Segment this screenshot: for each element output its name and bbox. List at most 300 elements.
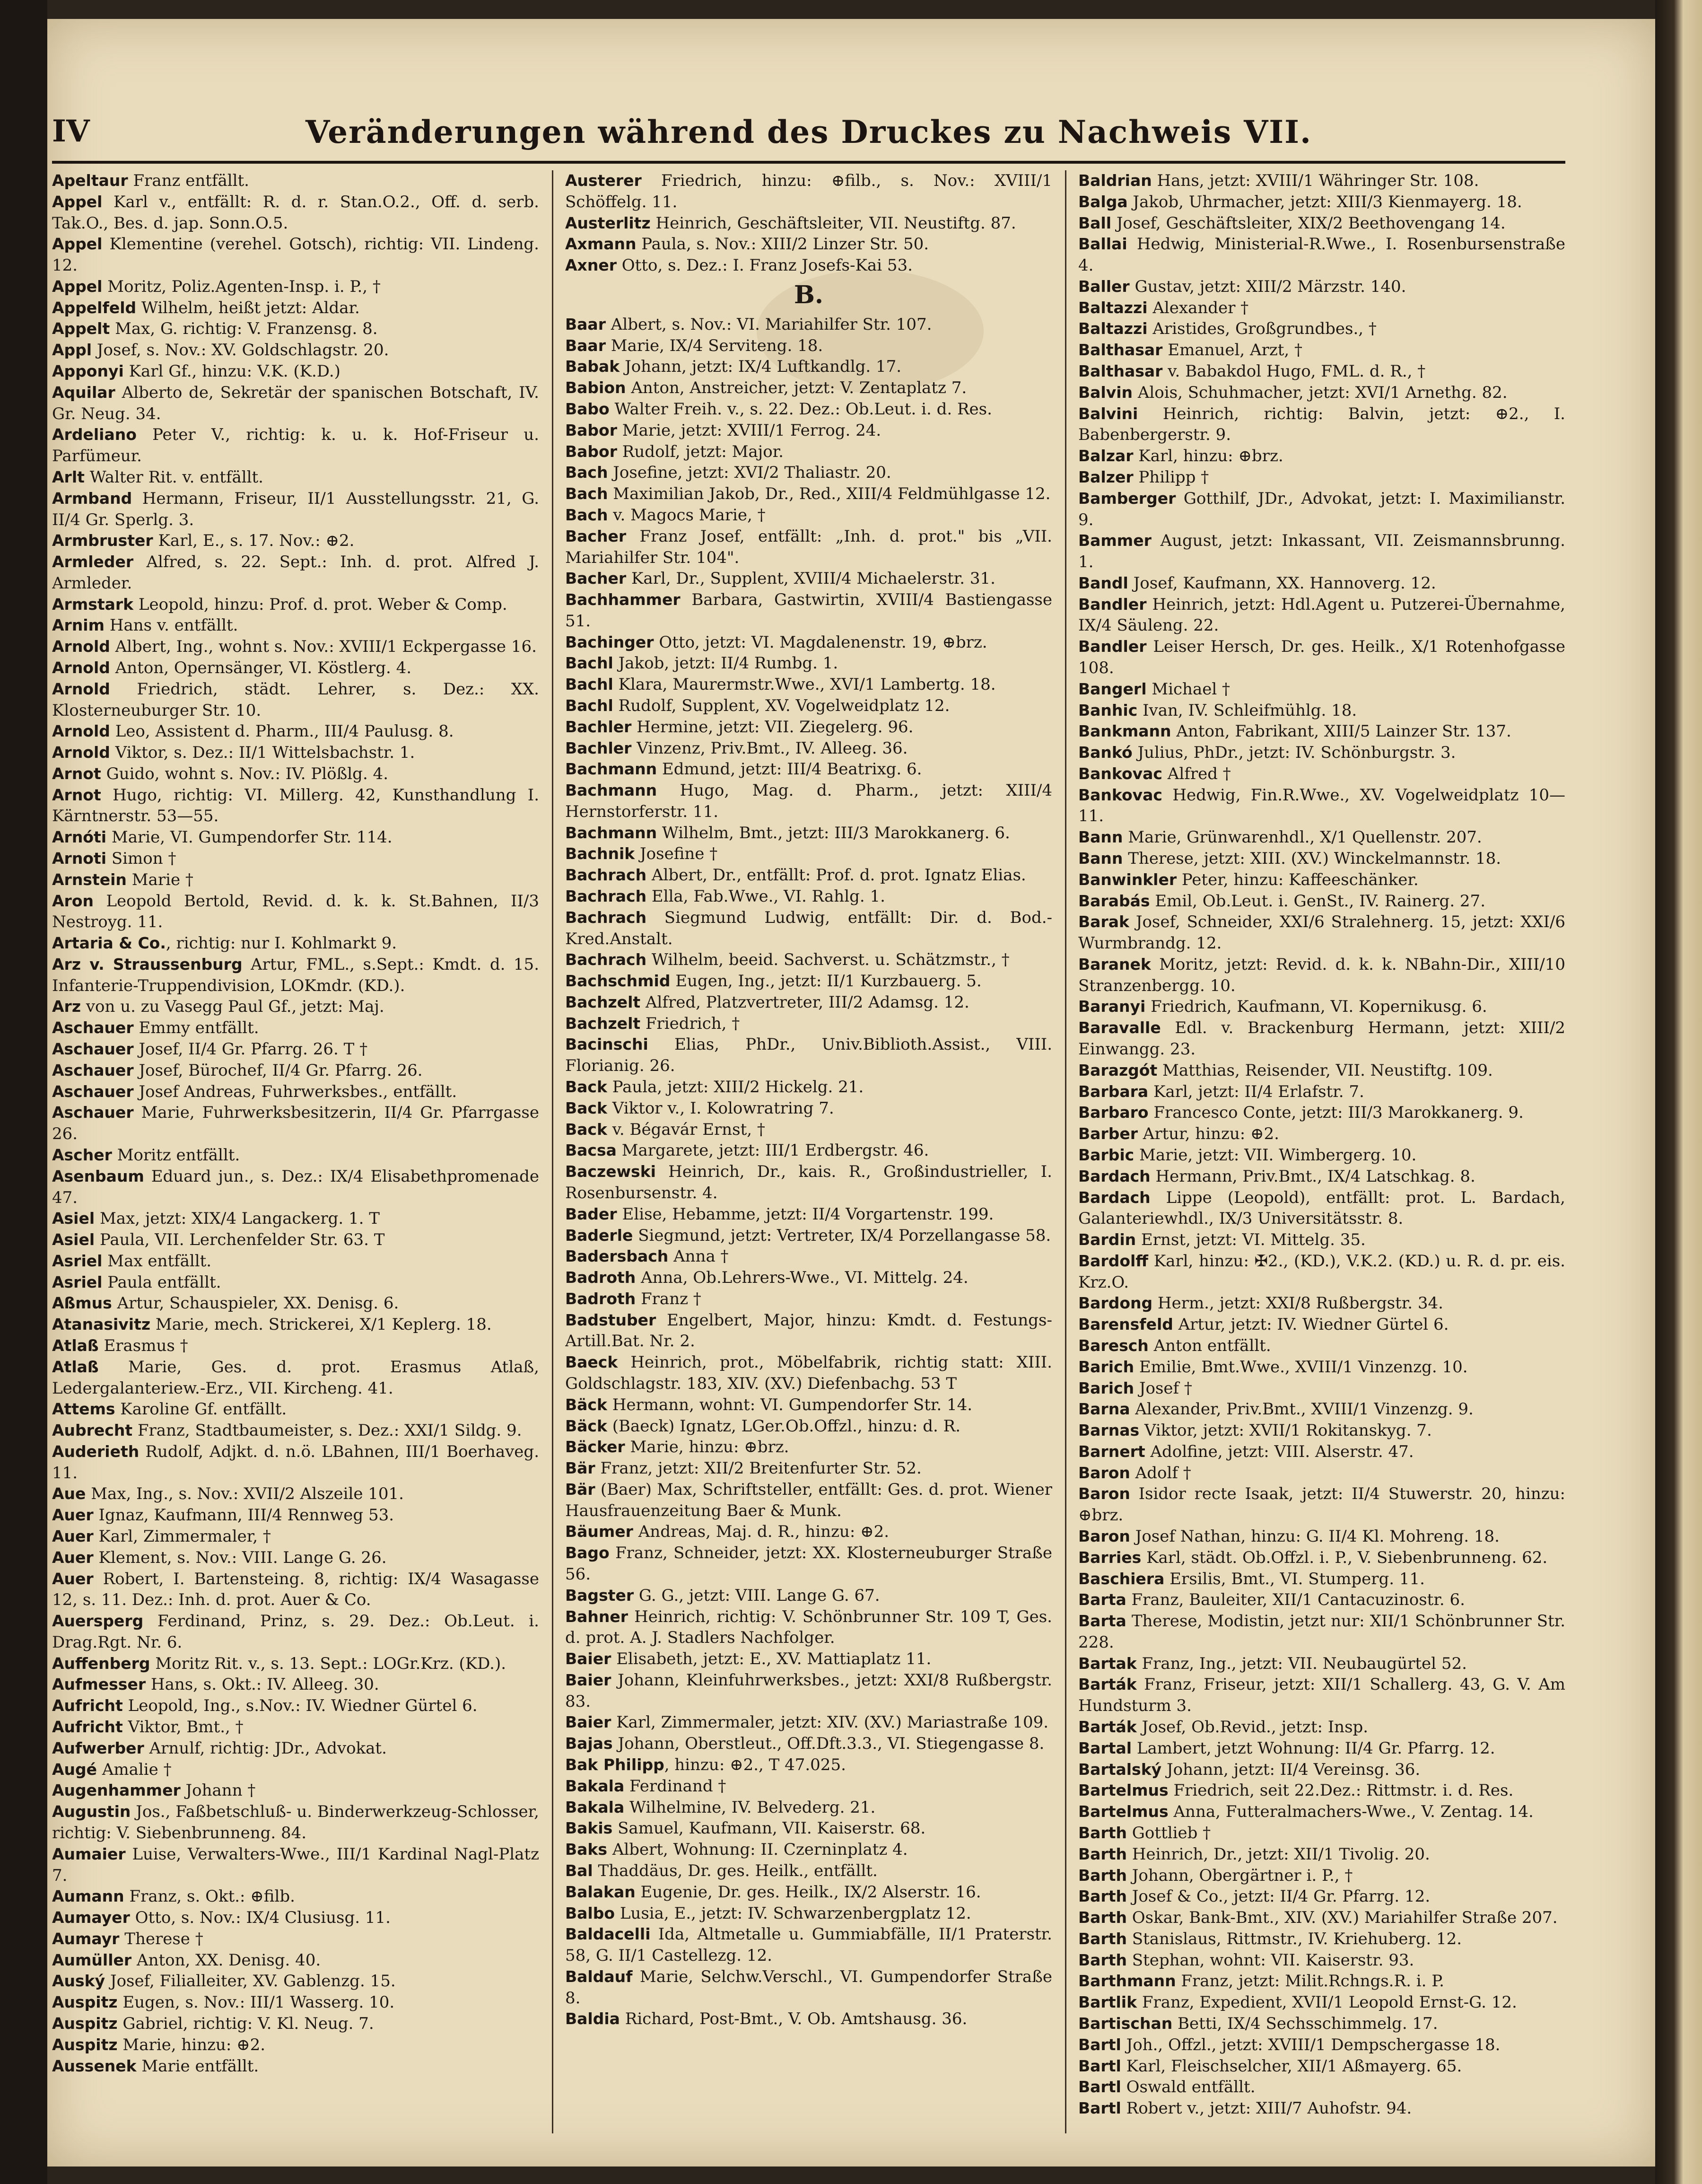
entry-details: Hugo, Mag. d. Pharm., jetzt: XIII/4 Hernstorferstr. 11. xyxy=(565,781,1052,821)
entry-surname: Baron xyxy=(1078,1527,1130,1545)
entry-details: Albert, Ing., wohnt s. Nov.: XVIII/1 Eckpergasse 16. xyxy=(110,637,537,657)
directory-entry xyxy=(52,382,539,425)
directory-entry xyxy=(1078,488,1565,531)
entry-details: Josefine † xyxy=(635,844,718,864)
entry-details: (Baer) Max, Schriftsteller, entfällt: Ges. d. prot. Wiener Hausfrauenzeitung Baer & Munk. xyxy=(565,1480,1052,1520)
entry-surname: Baron xyxy=(1078,1484,1130,1503)
directory-entry xyxy=(565,1077,1052,1098)
page-title: Veränderungen während des Druckes zu Nachweis VII. xyxy=(305,114,1312,150)
entry-surname: Aumayer xyxy=(52,1908,130,1927)
entry-surname: Barich xyxy=(1078,1378,1135,1397)
directory-entry xyxy=(1078,1420,1565,1441)
entry-surname: Bardach xyxy=(1078,1167,1151,1185)
entry-details: Paula, jetzt: XIII/2 Hickelg. 21. xyxy=(607,1078,864,1097)
entry-details: Richard, Post-Bmt., V. Ob. Amtshausg. 36. xyxy=(620,2009,968,2029)
entry-surname: Auský xyxy=(52,1972,105,1991)
entry-surname: Barta xyxy=(1078,1590,1126,1609)
entry-details: Franz, Expedient, XVII/1 Leopold Ernst-G. 12. xyxy=(1137,1993,1517,2012)
entry-surname: Austerer xyxy=(565,171,642,190)
entry-surname: Bachrach xyxy=(565,950,647,969)
entry-details: Klara, Maurermstr.Wwe., XVI/1 Lambertg. 18. xyxy=(613,675,996,694)
directory-entry xyxy=(565,1521,1052,1543)
entry-details: Artur, Schauspieler, XX. Denisg. 6. xyxy=(112,1294,399,1313)
page-header xyxy=(52,109,1565,161)
directory-entry xyxy=(565,1246,1052,1267)
entry-details: Arnulf, richtig: JDr., Advokat. xyxy=(144,1738,387,1758)
header-rule xyxy=(52,161,1565,164)
entry-details: Franz, s. Okt.: ⊕filb. xyxy=(124,1887,295,1906)
directory-entry xyxy=(565,759,1052,780)
entry-details: Walter Freih. v., s. 22. Dez.: Ob.Leut. i. d. Res. xyxy=(609,400,992,419)
entry-surname: Baller xyxy=(1078,277,1130,296)
entry-surname: Bär xyxy=(565,1459,595,1478)
entry-surname: Arnot xyxy=(52,785,101,804)
entry-details: Edl. v. Brackenburg Hermann, jetzt: XIII/2 Einwangg. 23. xyxy=(1078,1018,1565,1059)
entry-details: Karl, städt. Ob.Offzl. i. P., V. Siebenbrunneng. 62. xyxy=(1141,1548,1548,1567)
entry-details: Franz Josef, entfällt: „Inh. d. prot." bis „VII. Mariahilfer Str. 104". xyxy=(565,526,1052,567)
entry-details: Paula, s. Nov.: XIII/2 Linzer Str. 50. xyxy=(636,235,929,254)
entry-surname: Barber xyxy=(1078,1124,1138,1143)
directory-entry xyxy=(52,1717,539,1738)
entry-surname: Atlaß xyxy=(52,1357,99,1376)
directory-entry xyxy=(565,1903,1052,1924)
entry-surname: Baltazzi xyxy=(1078,298,1148,317)
directory-entry xyxy=(565,420,1052,441)
entry-surname: Barth xyxy=(1078,1950,1127,1969)
entry-details: Elias, PhDr., Univ.Biblioth.Assist., VIII. Florianig. 26. xyxy=(565,1035,1052,1076)
directory-entry xyxy=(52,1907,539,1929)
entry-details: Adolfine, jetzt: VIII. Alserstr. 47. xyxy=(1145,1442,1414,1461)
directory-entry xyxy=(1078,1483,1565,1526)
entry-details: Max, Ing., s. Nov.: XVII/2 Alszeile 101. xyxy=(86,1484,404,1504)
entry-details: Paula entfällt. xyxy=(102,1272,221,1292)
entry-details: Hedwig, Fin.R.Wwe., XV. Vogelweidplatz 10—11. xyxy=(1078,785,1565,826)
directory-entry xyxy=(52,1166,539,1209)
entry-surname: Barnas xyxy=(1078,1421,1140,1440)
directory-entry xyxy=(1078,1738,1565,1759)
entry-details: Johann, jetzt: II/4 Vereinsg. 36. xyxy=(1161,1760,1421,1779)
entry-surname: Aron xyxy=(52,891,94,910)
entry-surname: Appl xyxy=(52,341,92,360)
entry-details: Leopold, hinzu: Prof. d. prot. Weber & Comp. xyxy=(133,595,507,614)
entry-surname: Bachzelt xyxy=(565,992,641,1011)
directory-entry xyxy=(565,886,1052,907)
directory-entry xyxy=(565,170,1052,213)
entry-surname: Balzer xyxy=(1078,467,1134,486)
entry-details: Eduard jun., s. Dez.: IX/4 Elisabethpromenade 47. xyxy=(52,1167,539,1207)
directory-entry xyxy=(52,1208,539,1229)
entry-details: Karl, jetzt: II/4 Erlafstr. 7. xyxy=(1148,1082,1364,1101)
directory-entry xyxy=(1078,636,1565,679)
entry-details: Alois, Schuhmacher, jetzt: XVI/1 Arnethg. 82. xyxy=(1133,383,1508,402)
entry-details: Maximilian Jakob, Dr., Red., XIII/4 Feldmühlgasse 12. xyxy=(608,484,1051,504)
directory-entry xyxy=(52,1526,539,1547)
entry-details: Eugen, Ing., jetzt: II/1 Kurzbauerg. 5. xyxy=(670,972,982,991)
entry-details: Josef, Kaufmann, XX. Hannoverg. 12. xyxy=(1128,573,1436,593)
entry-surname: Bagster xyxy=(565,1586,634,1605)
entry-surname: Barth xyxy=(1078,1844,1127,1863)
directory-entry xyxy=(565,653,1052,674)
entry-surname: Bacinschi xyxy=(565,1035,648,1054)
directory-entry xyxy=(1078,1526,1565,1547)
directory-entry xyxy=(565,1352,1052,1395)
directory-entry xyxy=(52,1272,539,1293)
entry-surname: Barták xyxy=(1078,1718,1137,1737)
entry-details: Emilie, Bmt.Wwe., XVIII/1 Vinzenzg. 10. xyxy=(1134,1357,1468,1377)
entry-surname: Artaria & Co. xyxy=(52,934,166,953)
entry-surname: Bal xyxy=(565,1861,593,1880)
entry-surname: Bader xyxy=(565,1204,617,1223)
directory-entry xyxy=(1078,1187,1565,1230)
directory-entry xyxy=(1078,170,1565,192)
directory-entry xyxy=(1078,192,1565,213)
directory-entry xyxy=(1078,446,1565,467)
directory-entry xyxy=(52,424,539,467)
entry-details: Viktor, Bmt., † xyxy=(122,1718,244,1737)
directory-entry xyxy=(565,1966,1052,2009)
entry-surname: Balthasar xyxy=(1078,341,1163,360)
entry-details: Wilhelm, Bmt., jetzt: III/3 Marokkanerg. 6. xyxy=(657,823,1010,842)
entry-details: , hinzu: ⊕2., T 47.025. xyxy=(664,1755,846,1775)
entry-surname: Apeltaur xyxy=(52,171,128,190)
entry-surname: Bartelmus xyxy=(1078,1781,1169,1800)
entry-details: Oskar, Bank-Bmt., XIV. (XV.) Mariahilfer Straße 207. xyxy=(1126,1908,1558,1928)
entry-details: Heinrich, jetzt: Hdl.Agent u. Putzerei-Übernahme, IX/4 Säuleng. 22. xyxy=(1078,595,1565,635)
directory-entry xyxy=(52,1039,539,1060)
entry-details: Marie, hinzu: ⊕2. xyxy=(117,2035,266,2054)
entry-details: Max, jetzt: XIX/4 Langackerg. 1. T xyxy=(95,1209,380,1228)
entry-details: Anna, Ob.Lehrers-Wwe., VI. Mittelg. 24. xyxy=(636,1268,969,1288)
entry-surname: Appel xyxy=(52,235,103,254)
directory-entry xyxy=(565,971,1052,992)
entry-surname: Auderieth xyxy=(52,1442,140,1461)
entry-surname: Barth xyxy=(1078,1823,1127,1842)
entry-details: Emmy entfällt. xyxy=(133,1018,259,1038)
entry-surname: Aquilar xyxy=(52,383,115,402)
entry-details: Therese † xyxy=(119,1929,203,1948)
entry-surname: Aschauer xyxy=(52,1082,134,1101)
entry-details: Klementine (verehel. Gotsch), richtig: VII. Lindeng. 12. xyxy=(52,235,539,275)
entry-details: Adolf † xyxy=(1130,1463,1191,1482)
directory-entry xyxy=(565,1670,1052,1712)
directory-entry xyxy=(1078,234,1565,276)
column-2 xyxy=(565,170,1052,2133)
directory-entry xyxy=(1078,1823,1565,1844)
entry-details: Hans, jetzt: XVIII/1 Währinger Str. 108. xyxy=(1152,171,1479,190)
directory-entry xyxy=(52,615,539,636)
entry-details: Franz, jetzt: XII/2 Breitenfurter Str. 52. xyxy=(595,1459,922,1478)
entry-surname: Barabás xyxy=(1078,891,1150,910)
entry-details: Samuel, Kaufmann, VII. Kaiserstr. 68. xyxy=(612,1819,926,1838)
directory-entry xyxy=(52,1081,539,1103)
entry-details: , richtig: nur I. Kohlmarkt 9. xyxy=(166,934,397,953)
entry-details: Marie entfällt. xyxy=(136,2056,259,2076)
directory-entry xyxy=(565,483,1052,505)
entry-surname: Armleder xyxy=(52,553,134,571)
entry-surname: Arnóti xyxy=(52,828,107,847)
directory-entry xyxy=(1078,1314,1565,1335)
entry-surname: Back xyxy=(565,1098,607,1117)
directory-entry xyxy=(1078,785,1565,827)
entry-surname: Bak Philipp xyxy=(565,1755,664,1774)
entry-details: Alexander † xyxy=(1147,298,1249,317)
entry-details: Gotthilf, JDr., Advokat, jetzt: I. Maximilianstr. 9. xyxy=(1078,489,1565,529)
entry-surname: Aumann xyxy=(52,1887,124,1906)
entry-surname: Bäck xyxy=(565,1395,607,1414)
directory-entry xyxy=(52,340,539,361)
entry-details: Alfred, s. 22. Sept.: Inh. d. prot. Alfred J. Armleder. xyxy=(52,553,539,593)
directory-entry xyxy=(565,1882,1052,1903)
entry-surname: Aumayr xyxy=(52,1929,120,1948)
entry-details: Francesco Conte, jetzt: III/3 Marokkanerg. 9. xyxy=(1148,1103,1524,1123)
entry-details: Emanuel, Arzt, † xyxy=(1162,341,1303,360)
entry-surname: Apponyi xyxy=(52,362,124,381)
entry-surname: Babak xyxy=(565,357,620,376)
entry-details: Karl, Zimmermaler, jetzt: XIV. (XV.) Mariastraße 109. xyxy=(611,1713,1049,1732)
directory-entry xyxy=(52,1399,539,1420)
entry-surname: Atlaß xyxy=(52,1336,99,1355)
entry-surname: Bandler xyxy=(1078,595,1147,614)
directory-entry xyxy=(52,933,539,954)
directory-entry xyxy=(1078,1335,1565,1357)
directory-entry xyxy=(1078,594,1565,637)
directory-entry xyxy=(565,632,1052,653)
entry-surname: Barthmann xyxy=(1078,1972,1176,1991)
directory-entry xyxy=(52,1611,539,1653)
directory-entry xyxy=(565,1818,1052,1839)
directory-entry xyxy=(1078,1229,1565,1251)
entry-details: Jos., Faßbetschluß- u. Binderwerkzeug-Schlosser, richtig: V. Siebenbrunneng. 84. xyxy=(52,1802,539,1842)
entry-details: Max, G. richtig: V. Franzensg. 8. xyxy=(110,319,378,339)
directory-entry xyxy=(52,1886,539,1907)
directory-entry xyxy=(52,192,539,234)
entry-surname: Barbic xyxy=(1078,1145,1135,1164)
directory-entry xyxy=(1078,1123,1565,1145)
directory-entry xyxy=(565,1924,1052,1966)
entry-surname: Arlt xyxy=(52,467,85,486)
entry-surname: Bäumer xyxy=(565,1522,633,1541)
entry-surname: Bankovac xyxy=(1078,785,1162,804)
entry-surname: Ball xyxy=(1078,213,1112,232)
directory-entry xyxy=(52,785,539,827)
directory-entry xyxy=(565,1225,1052,1246)
column-divider xyxy=(552,170,553,2133)
directory-entry xyxy=(1078,869,1565,891)
entry-surname: Bachinger xyxy=(565,632,654,651)
page-number: IV xyxy=(52,114,90,149)
entry-details: Ignaz, Kaufmann, III/4 Rennweg 53. xyxy=(93,1506,394,1525)
entry-details: Anton, Anstreicher, jetzt: V. Zentaplatz 7. xyxy=(626,378,967,398)
entry-details: Otto, jetzt: VI. Magdalenenstr. 19, ⊕brz. xyxy=(654,632,987,652)
entry-details: Josef, Schneider, XXI/6 Stralehnerg. 15, jetzt: XXI/6 Wurmbrandg. 12. xyxy=(1078,912,1565,953)
entry-surname: Bäck xyxy=(565,1416,607,1435)
entry-details: Klement, s. Nov.: VIII. Lange G. 26. xyxy=(93,1548,387,1567)
directory-entry xyxy=(1078,700,1565,721)
directory-entry xyxy=(52,361,539,382)
directory-entry xyxy=(1078,1081,1565,1103)
directory-entry xyxy=(52,1738,539,1759)
directory-entry xyxy=(52,1547,539,1569)
entry-surname: Barth xyxy=(1078,1929,1127,1948)
entry-surname: Bacher xyxy=(565,526,627,545)
entry-surname: Bacsa xyxy=(565,1141,617,1160)
entry-details: Elisabeth, jetzt: E., XV. Mattiaplatz 11. xyxy=(611,1649,932,1669)
directory-entry xyxy=(1078,1865,1565,1886)
directory-entry xyxy=(1078,679,1565,700)
entry-details: Josef, Geschäftsleiter, XIX/2 Beethovengang 14. xyxy=(1111,213,1506,233)
entry-details: Ernst, jetzt: VI. Mittelg. 35. xyxy=(1136,1230,1366,1250)
entry-surname: Bahner xyxy=(565,1607,628,1626)
entry-details: Eugenie, Dr. ges. Heilk., IX/2 Alserstr. 16. xyxy=(635,1882,981,1902)
entry-details: Johann † xyxy=(180,1781,256,1800)
entry-surname: Appelfeld xyxy=(52,298,137,317)
entry-surname: Arnold xyxy=(52,722,110,741)
entry-details: Barbara, Gastwirtin, XVIII/4 Bastiengasse 51. xyxy=(565,590,1052,631)
entry-details: Anton, XX. Denisg. 40. xyxy=(131,1950,321,1970)
directory-entry xyxy=(52,1653,539,1675)
directory-entry xyxy=(52,1441,539,1484)
entry-details: Friedrich, seit 22.Dez.: Rittmstr. i. d. Res. xyxy=(1168,1781,1514,1800)
entry-details: Anton, Fabrikant, XIII/5 Lainzer Str. 137. xyxy=(1171,722,1511,741)
entry-details: Josef Andreas, Fuhrwerksbes., entfällt. xyxy=(133,1082,457,1101)
directory-entry xyxy=(1078,1589,1565,1611)
directory-entry xyxy=(52,1780,539,1801)
entry-surname: Appel xyxy=(52,192,103,211)
directory-entry xyxy=(1078,2056,1565,2077)
entry-surname: Asiel xyxy=(52,1230,95,1249)
entry-details: Heinrich, richtig: Balvin, jetzt: ⊕2., I. Babenbergerstr. 9. xyxy=(1078,404,1565,445)
entry-details: Hermann, wohnt: VI. Gumpendorfer Str. 14. xyxy=(607,1395,973,1414)
entry-details: Josef, II/4 Gr. Pfarrg. 26. T † xyxy=(133,1040,368,1059)
directory-entry xyxy=(565,2009,1052,2030)
entry-details: Wilhelmine, IV. Belvederg. 21. xyxy=(624,1798,876,1817)
scan-left-edge xyxy=(0,0,47,2184)
entry-details: Marie, Fuhrwerksbesitzerin, II/4 Gr. Pfarrgasse 26. xyxy=(52,1103,539,1144)
entry-surname: Baranek xyxy=(1078,955,1151,974)
entry-details: Isidor recte Isaak, jetzt: II/4 Stuwerstr. 20, hinzu: ⊕brz. xyxy=(1078,1484,1565,1525)
entry-surname: Auer xyxy=(52,1569,94,1588)
entry-surname: Baar xyxy=(565,315,606,333)
entry-surname: Ascher xyxy=(52,1145,112,1164)
entry-surname: Bardin xyxy=(1078,1230,1136,1249)
entry-surname: Baltazzi xyxy=(1078,319,1148,338)
entry-surname: Babor xyxy=(565,442,617,461)
entry-details: Franz, jetzt: Milit.Rchngs.R. i. P. xyxy=(1176,1972,1444,1991)
entry-details: Karl v., entfällt: R. d. r. Stan.O.2., Off. d. serb. Tak.O., Bes. d. jap. Sonn.O.5. xyxy=(52,192,539,233)
entry-details: Emil, Ob.Leut. i. GenSt., IV. Rainerg. 27. xyxy=(1150,891,1486,911)
entry-details: Hermann, Friseur, II/1 Ausstellungsstr. 21, G. II/4 Gr. Sperlg. 3. xyxy=(52,489,539,529)
entry-surname: Bachl xyxy=(565,696,613,715)
entry-surname: Austerlitz xyxy=(565,213,651,232)
entry-surname: Bartl xyxy=(1078,2099,1121,2118)
entry-details: Friedrich, Kaufmann, VI. Kopernikusg. 6. xyxy=(1145,997,1487,1017)
entry-details: Josef & Co., jetzt: II/4 Gr. Pfarrg. 12. xyxy=(1126,1887,1431,1906)
entry-details: Viktor v., I. Kolowratring 7. xyxy=(607,1098,834,1118)
entry-surname: Bachschmid xyxy=(565,972,671,991)
directory-entry xyxy=(1078,1441,1565,1463)
directory-entry xyxy=(565,1712,1052,1733)
directory-entry xyxy=(52,1420,539,1441)
directory-entry xyxy=(1078,403,1565,446)
entry-details: Artur, hinzu: ⊕2. xyxy=(1137,1124,1279,1144)
directory-entry xyxy=(1078,1907,1565,1929)
entry-surname: Auspitz xyxy=(52,2035,118,2054)
entry-surname: Aßmus xyxy=(52,1294,112,1313)
entry-surname: Bartalský xyxy=(1078,1760,1162,1779)
entry-details: Friedrich, städt. Lehrer, s. Dez.: XX. Klosterneuburger Str. 10. xyxy=(52,679,539,720)
entry-surname: Baar xyxy=(565,336,606,355)
entry-details: Paula, VII. Lerchenfelder Str. 63. T xyxy=(95,1230,385,1250)
directory-entry xyxy=(1078,1166,1565,1187)
entry-details: Matthias, Reisender, VII. Neustiftg. 109. xyxy=(1157,1061,1493,1080)
directory-entry xyxy=(1078,891,1565,912)
entry-surname: Aumaier xyxy=(52,1844,126,1863)
entry-details: Franz, Stadtbaumeister, s. Dez.: XXI/1 Sildg. 9. xyxy=(132,1421,522,1440)
entry-details: Wilhelm, beeid. Sachverst. u. Schätzmstr., † xyxy=(646,950,1010,970)
column-1 xyxy=(52,170,539,2133)
entry-details: Rudolf, jetzt: Major. xyxy=(617,442,784,461)
entry-surname: Bankovac xyxy=(1078,764,1162,783)
directory-entry xyxy=(52,1674,539,1695)
entry-details: Anton entfällt. xyxy=(1148,1336,1271,1355)
directory-entry xyxy=(52,594,539,615)
entry-surname: Bankmann xyxy=(1078,722,1171,741)
entry-surname: Bachnik xyxy=(565,844,635,863)
directory-entry xyxy=(52,721,539,742)
entry-surname: Bachmann xyxy=(565,823,657,842)
directory-entry xyxy=(1078,1060,1565,1081)
entry-surname: Bann xyxy=(1078,849,1123,868)
entry-surname: Auspitz xyxy=(52,2014,118,2033)
directory-entry xyxy=(565,1013,1052,1035)
entry-surname: Bachzelt xyxy=(565,1014,641,1033)
entry-surname: Arnim xyxy=(52,616,105,635)
directory-entry xyxy=(1078,276,1565,298)
directory-entry xyxy=(565,1479,1052,1522)
directory-entry xyxy=(1078,2013,1565,2035)
directory-entry xyxy=(565,462,1052,483)
entry-surname: Bach xyxy=(565,484,608,503)
entry-details: Walter Rit. v. entfällt. xyxy=(84,467,263,487)
entry-surname: Baldrian xyxy=(1078,171,1152,190)
entry-surname: Bammer xyxy=(1078,531,1152,550)
entry-details: Artur, FML., s.Sept.: Kmdt. d. 15. Infanterie-Truppendivision, LOKmdr. (KD.). xyxy=(52,955,539,995)
entry-surname: Barazgót xyxy=(1078,1061,1158,1079)
directory-entry xyxy=(565,441,1052,463)
directory-entry xyxy=(565,1395,1052,1416)
directory-entry xyxy=(52,1505,539,1526)
entry-surname: Badersbach xyxy=(565,1247,669,1266)
directory-entry xyxy=(1078,1102,1565,1123)
entry-surname: Bartl xyxy=(1078,2078,1121,2096)
entry-surname: Banwinkler xyxy=(1078,870,1177,889)
directory-entry xyxy=(1078,763,1565,785)
entry-surname: Barensfeld xyxy=(1078,1315,1173,1334)
directory-entry xyxy=(565,1543,1052,1585)
entry-surname: Barth xyxy=(1078,1866,1127,1885)
entry-details: Rudolf, Adjkt. d. n.ö. LBahnen, III/1 Boerhaveg. 11. xyxy=(52,1442,539,1482)
directory-entry xyxy=(1078,1759,1565,1781)
entry-surname: Bann xyxy=(1078,828,1123,847)
directory-entry xyxy=(1078,1653,1565,1675)
entry-details: Thaddäus, Dr. ges. Heilk., entfällt. xyxy=(593,1861,878,1880)
entry-details: Josef, Bürochef, II/4 Gr. Pfarrg. 26. xyxy=(133,1061,423,1080)
entry-surname: Auer xyxy=(52,1548,94,1567)
entry-surname: Arnstein xyxy=(52,870,127,889)
directory-entry xyxy=(1078,298,1565,319)
entry-details: Guido, wohnt s. Nov.: IV. Plößlg. 4. xyxy=(101,764,389,783)
directory-entry xyxy=(52,1251,539,1272)
